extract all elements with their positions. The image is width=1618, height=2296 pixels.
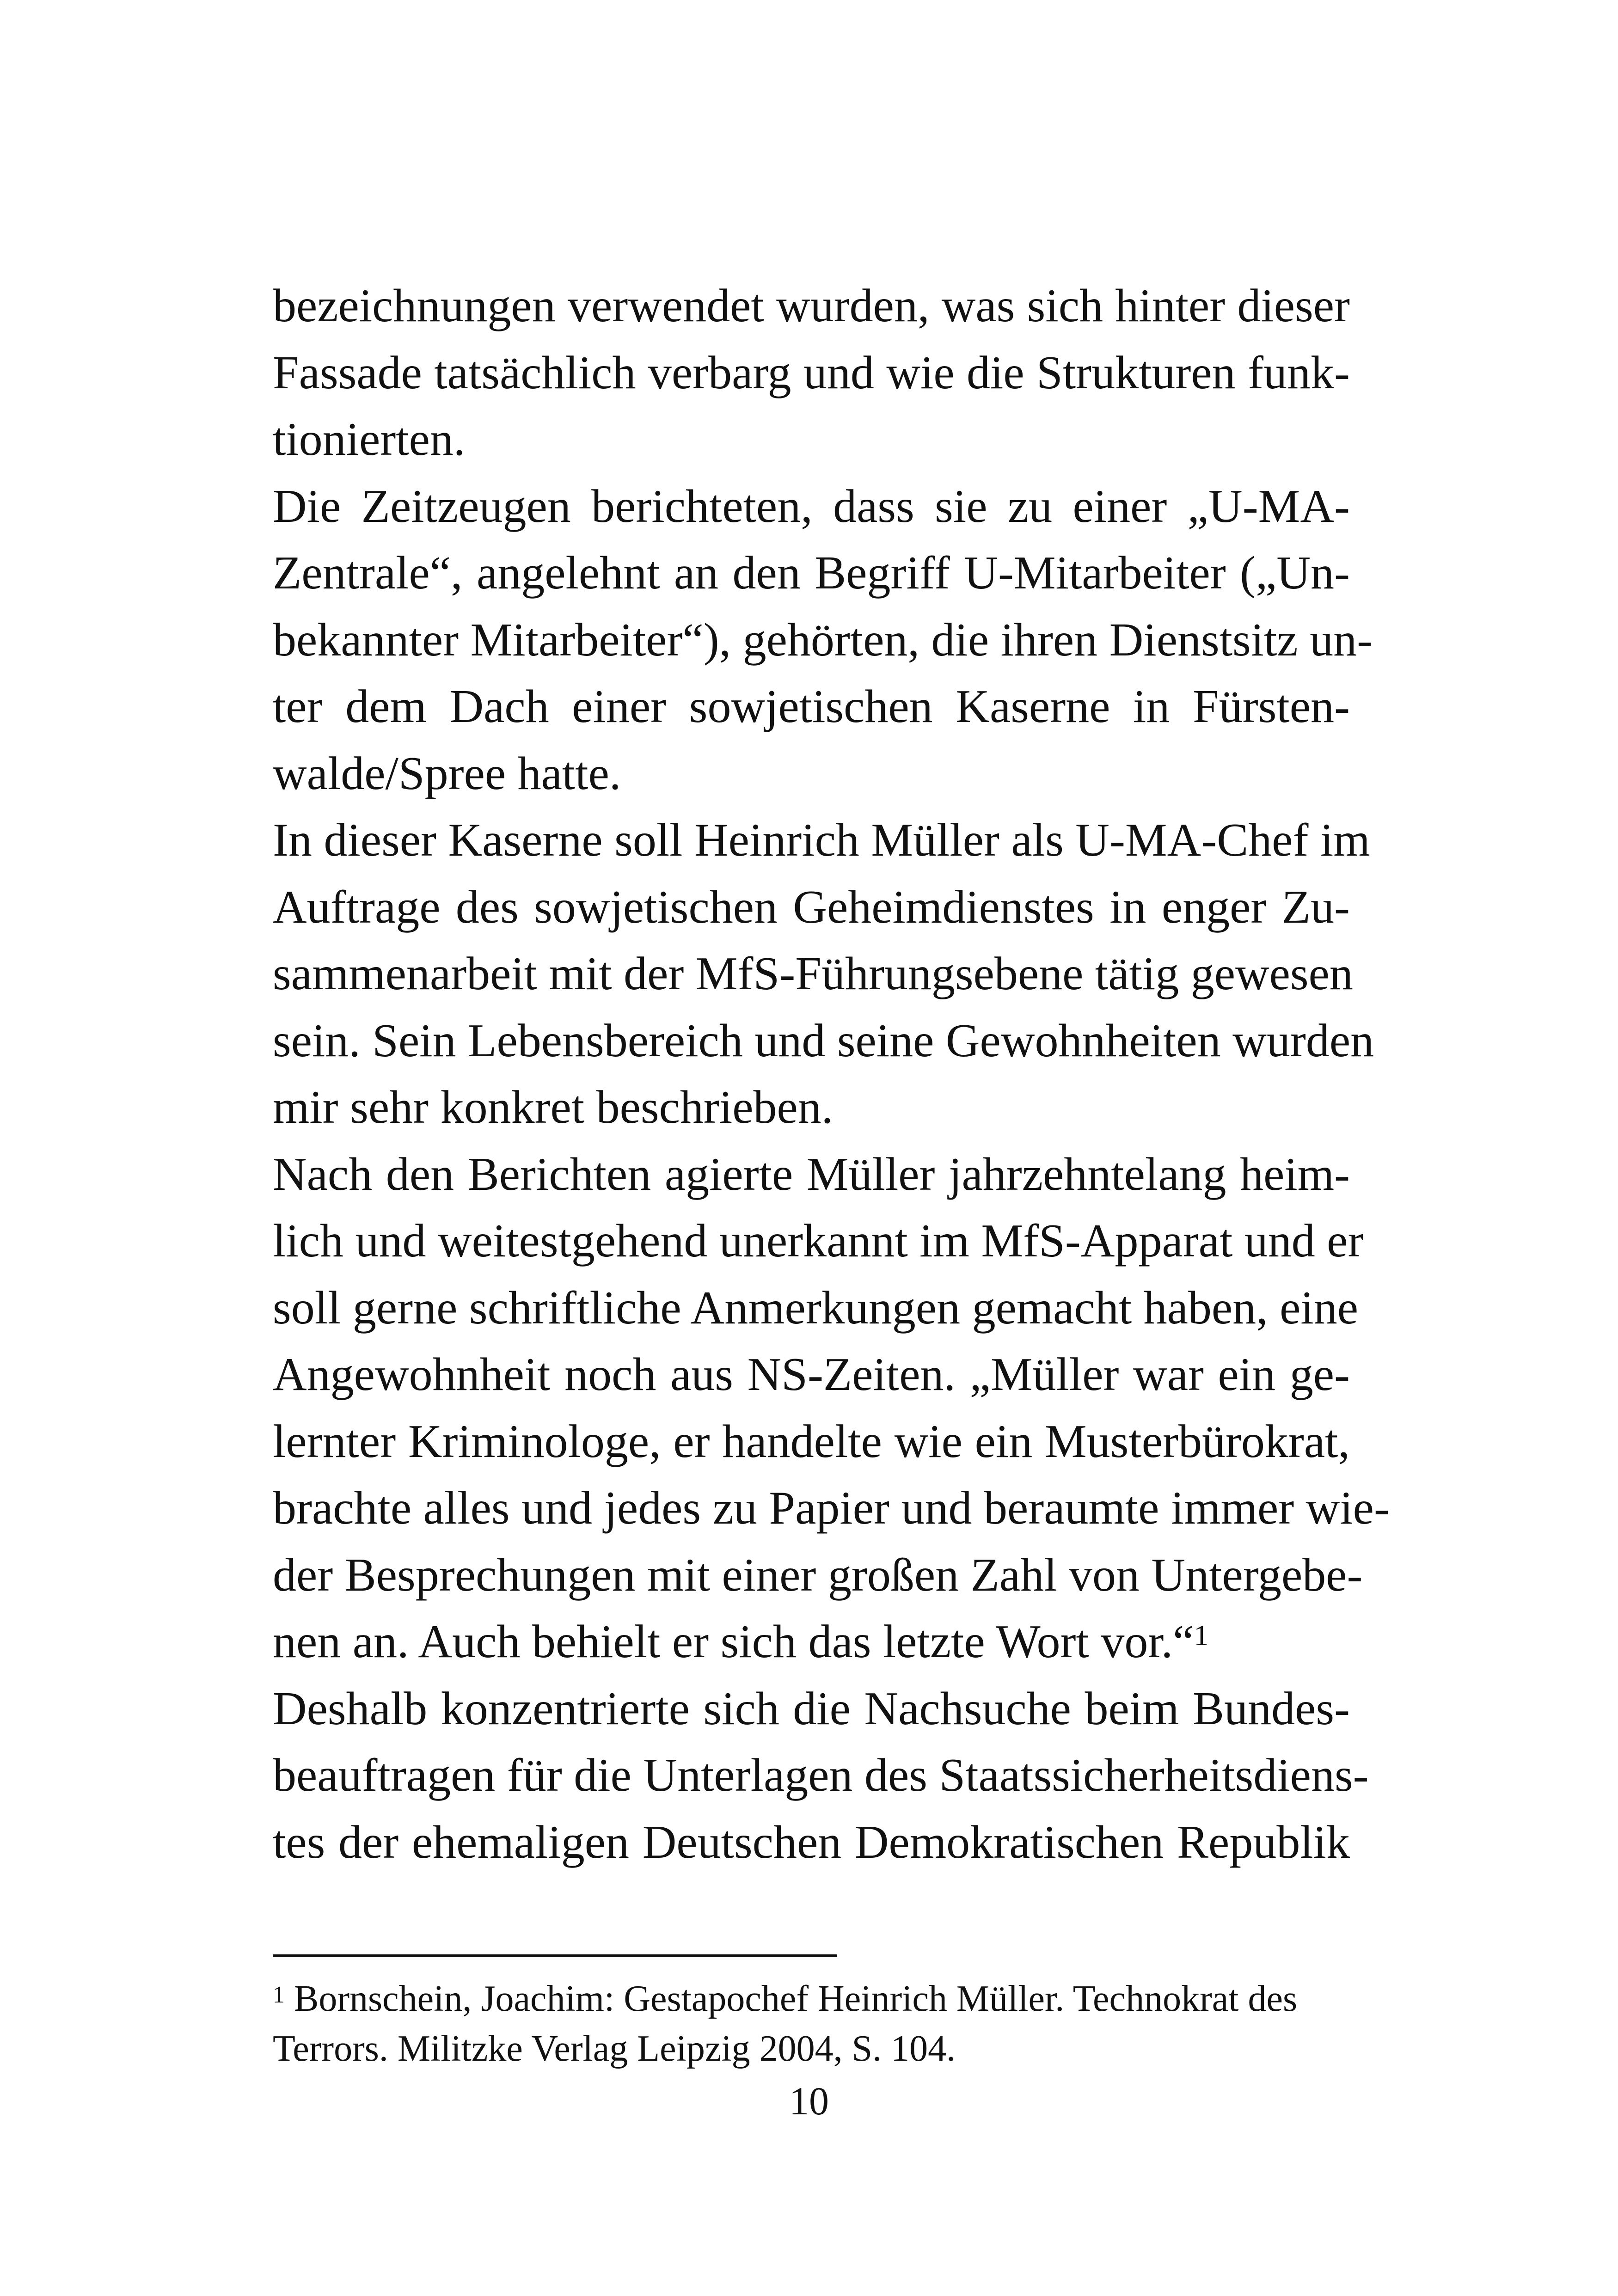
footnote-divider — [273, 1954, 837, 1957]
text-line: ter dem Dach einer sowjetischen Kaserne in Fürsten- — [273, 680, 1350, 733]
text-line: Die Zeitzeugen berichteten, dass sie zu einer „U-MA- — [273, 480, 1350, 533]
text-line: sein. Sein Lebensbereich und seine Gewohnheiten wurden — [273, 1014, 1374, 1067]
text-line: der Besprechungen mit einer großen Zahl von Untergebe- — [273, 1549, 1363, 1601]
text-line: tionierten. — [273, 413, 466, 465]
text-line: lernter Kriminologe, er handelte wie ein Musterbürokrat, — [273, 1415, 1350, 1468]
text-line: beauftragen für die Unterlagen des Staatssicherheitsdiens- — [273, 1749, 1369, 1801]
text-line: Fassade tatsächlich verbarg und wie die Strukturen funk- — [273, 346, 1350, 399]
footnote-marker: 1 — [273, 1982, 285, 2008]
text-line: mir sehr konkret beschrieben. — [273, 1081, 834, 1133]
text-line: Angewohnheit noch aus NS-Zeiten. „Müller war ein ge- — [273, 1348, 1350, 1401]
text-line: walde/Spree hatte. — [273, 747, 621, 800]
page-number: 10 — [789, 2079, 829, 2123]
footnote-text: Bornschein, Joachim: Gestapochef Heinrich Müller. Technokrat des — [285, 1978, 1298, 2019]
text-line: In dieser Kaserne soll Heinrich Müller als U-MA-Chef im — [273, 814, 1370, 866]
text-line-with-footnote-ref — [273, 1609, 1350, 1676]
text-line: lich und weitestgehend unerkannt im MfS-Apparat und er — [273, 1215, 1364, 1267]
text-line: bekannter Mitarbeiter“), gehörten, die ihren Dienstsitz un- — [273, 613, 1373, 666]
text-line: tes der ehemaligen Deutschen Demokratischen Republik — [273, 1816, 1350, 1868]
footnote-line — [273, 1974, 1350, 2024]
text-line: sammenarbeit mit der MfS-Führungsebene tätig gewesen — [273, 948, 1353, 1000]
text-line: bezeichnungen verwendet wurden, was sich hinter dieser — [273, 280, 1350, 332]
text-line: soll gerne schriftliche Anmerkungen gemacht haben, eine — [273, 1281, 1358, 1334]
text-line-content: nen an. Auch behielt er sich das letzte Wort vor.“ — [273, 1616, 1194, 1668]
text-line: Auftrage des sowjetischen Geheimdienstes in enger Zu- — [273, 881, 1350, 933]
footnote — [273, 1974, 1350, 2074]
text-line: Deshalb konzentrierte sich die Nachsuche beim Bundes- — [273, 1682, 1350, 1735]
body-text — [273, 273, 1390, 1876]
footnote-reference[interactable]: 1 — [1194, 1619, 1209, 1652]
text-line: Zentrale“, angelehnt an den Begriff U-Mitarbeiter („Un- — [273, 547, 1350, 599]
text-line: brachte alles und jedes zu Papier und beraumte immer wie- — [273, 1482, 1390, 1534]
text-line: Nach den Berichten agierte Müller jahrzehntelang heim- — [273, 1148, 1350, 1200]
footnote-line: Terrors. Militzke Verlag Leipzig 2004, S. 104. — [273, 2028, 956, 2069]
